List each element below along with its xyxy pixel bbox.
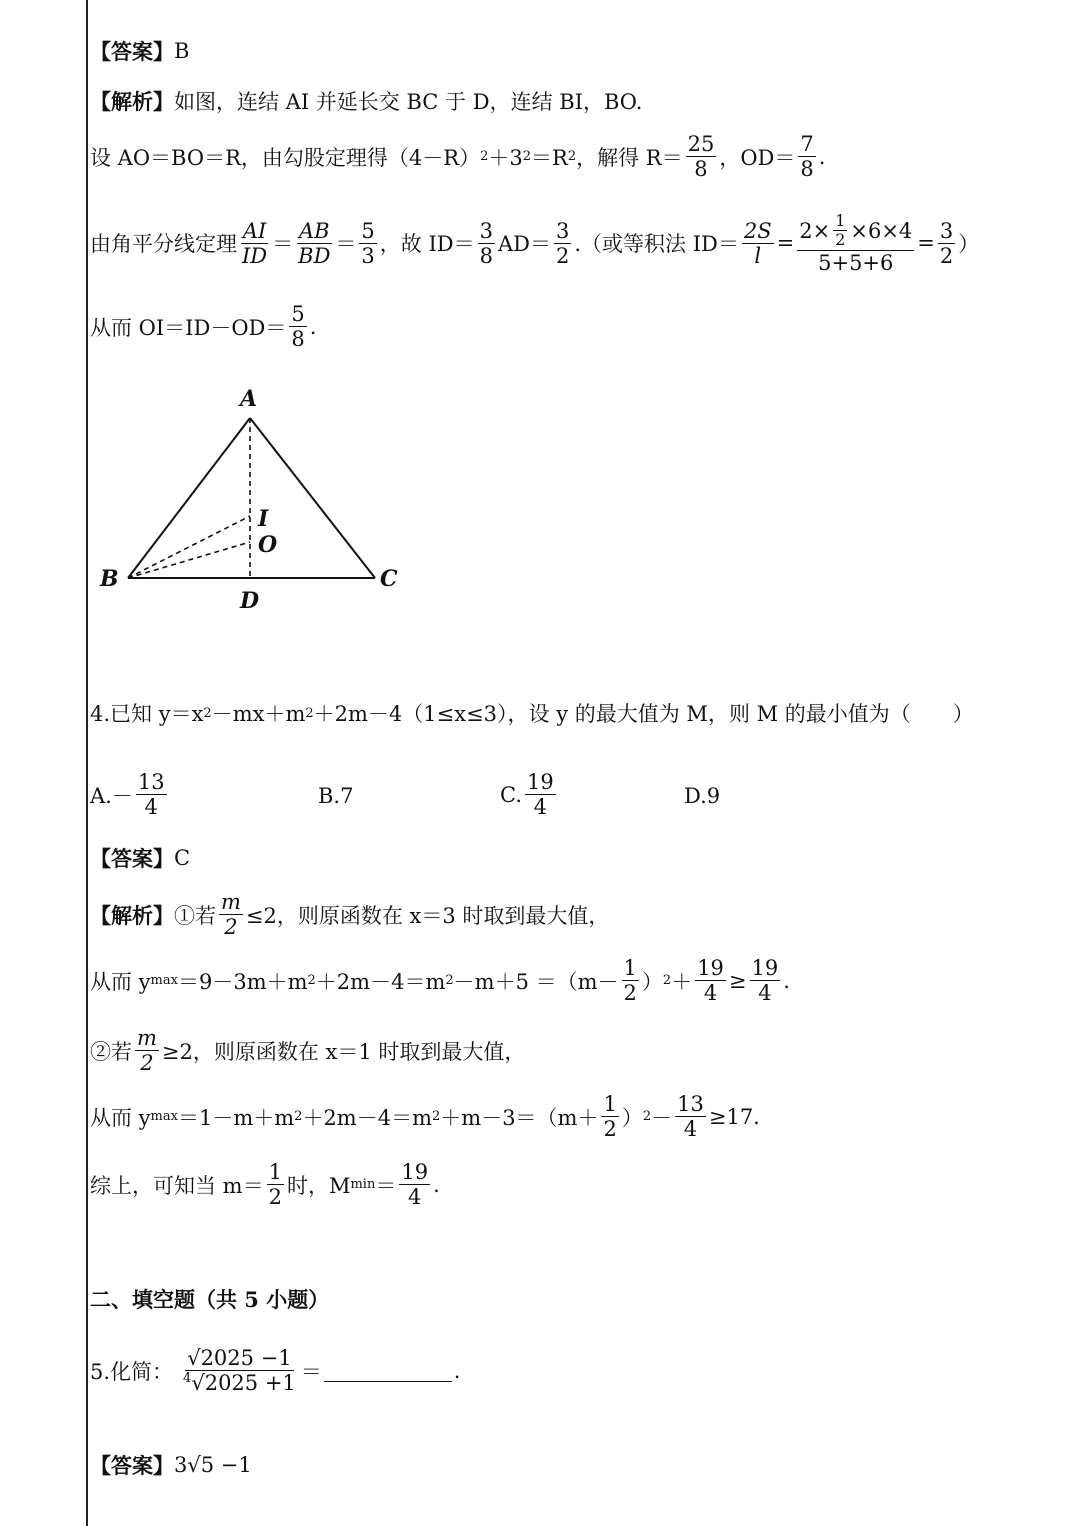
answer-blank[interactable] xyxy=(324,1359,452,1382)
denominator: 4 xyxy=(408,1185,422,1210)
fraction-3-2 xyxy=(554,219,571,268)
denominator: 5+5+6 xyxy=(818,250,894,275)
text: .（或等积法 ID＝ xyxy=(574,232,739,257)
numerator: m xyxy=(137,1026,157,1050)
denominator: ID xyxy=(242,243,268,268)
text: ） xyxy=(958,232,980,257)
sup: 2 xyxy=(203,705,212,721)
fraction-m-2 xyxy=(219,890,243,939)
numerator: 19 xyxy=(527,770,554,794)
fraction-5-3 xyxy=(359,219,376,268)
q3-line-radius xyxy=(90,132,825,181)
numerator: 13 xyxy=(677,1092,704,1116)
numerator: 25 xyxy=(687,132,715,156)
answer-value: 3√5 −1 xyxy=(174,1453,252,1477)
numerator: 2S xyxy=(743,218,772,243)
text: AD＝ xyxy=(497,232,551,257)
equals: = xyxy=(917,231,935,256)
page-margin-rule xyxy=(86,0,88,1526)
analysis-label: 【解析】 xyxy=(90,902,174,928)
q3-line-bisector xyxy=(90,212,979,275)
fraction-r xyxy=(686,132,717,181)
text: ＝R xyxy=(531,145,568,170)
triangle-figure xyxy=(90,380,420,620)
answer-label: 【答案】 xyxy=(90,1453,174,1478)
denominator: 2 xyxy=(224,915,238,940)
fraction-3-2b xyxy=(938,219,955,268)
text: 综上，可知当 m＝ xyxy=(90,1173,264,1198)
fraction-13-4 xyxy=(675,1092,706,1141)
fraction-m-2 xyxy=(135,1026,159,1075)
q4-analysis-ymax1 xyxy=(90,956,790,1005)
fraction-ai-id xyxy=(240,219,269,268)
denominator: 2 xyxy=(268,1185,282,1210)
denominator: 2 xyxy=(603,1117,617,1142)
label-b: B xyxy=(100,566,119,592)
sup: 2 xyxy=(294,1109,303,1125)
equals: ＝ xyxy=(335,232,357,257)
text: －mx＋m xyxy=(211,702,306,726)
text: 时，M xyxy=(286,1173,351,1198)
text: 设 AO＝BO＝R，由勾股定理得（4－R） xyxy=(90,145,481,170)
numerator: 5 xyxy=(361,218,375,243)
option-c xyxy=(500,770,559,819)
text: ＋3 xyxy=(488,145,523,170)
denominator: 2 xyxy=(835,230,846,250)
q4-analysis-conclusion xyxy=(90,1160,440,1209)
text: ×6×4 xyxy=(850,218,913,243)
text: －m＋5 ＝（m－ xyxy=(453,969,619,994)
q4-answer-line xyxy=(90,843,190,873)
numerator: 5 xyxy=(291,302,305,326)
segment-bo xyxy=(128,542,250,578)
sup: 2 xyxy=(305,705,314,721)
fraction-13-4 xyxy=(136,770,167,819)
text: ＋ xyxy=(671,969,693,994)
denominator: l xyxy=(754,243,762,268)
option-label: D.9 xyxy=(684,784,721,808)
option-label: A.－ xyxy=(90,783,133,808)
text: ≥2，则原函数在 x＝1 时取到最大值， xyxy=(161,1039,526,1064)
text: ） xyxy=(641,969,663,994)
numerator: 3 xyxy=(556,218,570,243)
text: . xyxy=(309,314,317,339)
sup: 2 xyxy=(445,973,454,989)
sup: 2 xyxy=(567,149,577,165)
numerator: 1 xyxy=(835,211,846,230)
sup: 2 xyxy=(662,973,672,989)
label-i: I xyxy=(258,506,269,532)
equals: ＝ xyxy=(300,1359,322,1384)
denominator xyxy=(181,1371,298,1395)
text: √2025 +1 xyxy=(191,1371,296,1396)
denominator: 2 xyxy=(556,243,570,268)
text: 5.化简： xyxy=(90,1359,174,1384)
text: － xyxy=(651,1105,673,1130)
text: ＝ xyxy=(375,1173,397,1198)
denominator: 8 xyxy=(694,157,708,182)
fraction-19-4 xyxy=(525,770,556,819)
sup: 2 xyxy=(307,973,316,989)
option-label: B.7 xyxy=(318,784,354,808)
q3-answer-line xyxy=(90,36,189,66)
fraction-od xyxy=(798,132,815,181)
sup: 2 xyxy=(432,1109,441,1125)
answer-label: 【答案】 xyxy=(90,39,174,64)
sup: 2 xyxy=(480,149,489,165)
numerator: AB xyxy=(298,218,330,243)
text: ，故 ID＝ xyxy=(379,232,475,257)
fraction-19-4 xyxy=(695,956,726,1005)
text: ①若 xyxy=(174,903,216,928)
q3-line-oi xyxy=(90,302,316,351)
text: ≤2，则原函数在 x＝3 时取到最大值， xyxy=(245,903,610,928)
option-label: C. xyxy=(500,782,522,807)
section-title: 二、填空题（共 5 小题） xyxy=(90,1287,330,1312)
label-d: D xyxy=(240,588,260,614)
fraction-5-8 xyxy=(289,302,306,351)
numerator: 1 xyxy=(268,1160,282,1184)
denominator: BD xyxy=(298,243,331,268)
denominator: 4 xyxy=(683,1117,698,1142)
fraction-ab-bd xyxy=(296,219,332,268)
fraction-19-4b xyxy=(750,956,781,1005)
text: ＝1－m＋m xyxy=(177,1105,295,1130)
denominator: 2 xyxy=(939,243,954,268)
side-ab xyxy=(128,418,250,578)
q4-analysis-case2 xyxy=(90,1026,525,1075)
text: ≥17. xyxy=(708,1104,760,1129)
sup: 2 xyxy=(522,149,532,165)
q4-stem xyxy=(90,698,974,728)
fraction-1-2 xyxy=(601,1092,618,1141)
text: 从而 y xyxy=(90,969,151,994)
text: 由角平分线定理 xyxy=(90,232,237,257)
text: ，OD＝ xyxy=(719,145,796,170)
text: . xyxy=(433,1172,440,1197)
text: ，解得 R＝ xyxy=(576,145,683,170)
equals: = xyxy=(776,231,795,256)
equals: ＝ xyxy=(272,232,294,257)
text: ） xyxy=(621,1105,643,1130)
numerator: 13 xyxy=(137,770,165,794)
q4-analysis-case1 xyxy=(90,890,609,939)
denominator: 8 xyxy=(800,157,814,182)
text: ＋2m－4＝m xyxy=(302,1105,432,1130)
answer-value: C xyxy=(174,846,191,870)
text: ＋2m－4＝m xyxy=(315,969,446,994)
text: ＋m－3＝（m＋ xyxy=(440,1105,599,1130)
text: . xyxy=(453,1358,461,1383)
text: ＋2m－4（1≤x≤3），设 y 的最大值为 M，则 M 的最小值为（ ） xyxy=(313,702,974,726)
denominator: 4 xyxy=(533,795,548,820)
fraction-half xyxy=(833,212,847,250)
fraction-radical xyxy=(181,1346,298,1395)
q5-stem xyxy=(90,1346,460,1395)
denominator: 4 xyxy=(144,795,158,820)
denominator: 4 xyxy=(703,981,718,1006)
denominator: 3 xyxy=(361,243,375,268)
text: ≥ xyxy=(728,968,747,993)
root-index: 4 xyxy=(183,1371,192,1387)
q5-answer-line xyxy=(90,1450,252,1480)
q3-analysis-line xyxy=(90,86,642,116)
option-d xyxy=(684,784,720,808)
denominator: 2 xyxy=(140,1051,154,1076)
text: ＝9－3m＋m xyxy=(177,969,308,994)
numerator: m xyxy=(221,890,241,914)
text: ②若 xyxy=(90,1039,132,1064)
analysis-label: 【解析】 xyxy=(90,89,174,114)
numerator: 1 xyxy=(603,1092,617,1116)
text: . xyxy=(783,968,790,993)
option-a xyxy=(90,770,170,819)
numerator: 1 xyxy=(623,956,637,980)
sup: 2 xyxy=(642,1109,652,1125)
numerator: 7 xyxy=(800,132,814,156)
numerator: 19 xyxy=(697,956,724,980)
numerator: 19 xyxy=(401,1160,429,1184)
numerator: 3 xyxy=(939,218,954,243)
sub: min xyxy=(350,1177,376,1193)
fraction-2s-l xyxy=(742,219,774,268)
denominator: 8 xyxy=(291,327,305,352)
numerator: AI xyxy=(242,218,267,243)
label-a: A xyxy=(240,386,258,412)
fraction-1-2 xyxy=(267,1160,284,1209)
answer-label: 【答案】 xyxy=(90,846,174,871)
text: 2× xyxy=(799,218,831,243)
text: 4.已知 y＝x xyxy=(90,702,204,726)
fraction-area xyxy=(797,212,914,275)
numerator: 3 xyxy=(479,218,493,243)
answer-value: B xyxy=(174,39,190,63)
numerator xyxy=(797,212,914,251)
sub: max xyxy=(150,973,178,989)
text: 从而 y xyxy=(90,1105,151,1130)
numerator: √2025 −1 xyxy=(187,1346,292,1370)
text: 从而 OI＝ID－OD＝ xyxy=(90,315,287,340)
fraction-1-2 xyxy=(622,956,639,1005)
denominator: 2 xyxy=(623,981,637,1006)
denominator: 4 xyxy=(758,981,772,1006)
numerator: 19 xyxy=(751,956,779,980)
option-b xyxy=(318,784,353,808)
text: . xyxy=(818,144,826,169)
sub: max xyxy=(150,1109,178,1125)
fraction-19-4 xyxy=(399,1160,430,1209)
label-o: O xyxy=(258,532,278,558)
label-c: C xyxy=(380,566,398,592)
fraction-3-8 xyxy=(478,219,495,268)
q4-analysis-ymax2 xyxy=(90,1092,760,1141)
analysis-text: 如图，连结 AI 并延长交 BC 于 D，连结 BI，BO. xyxy=(174,90,643,114)
denominator: 8 xyxy=(479,243,493,268)
